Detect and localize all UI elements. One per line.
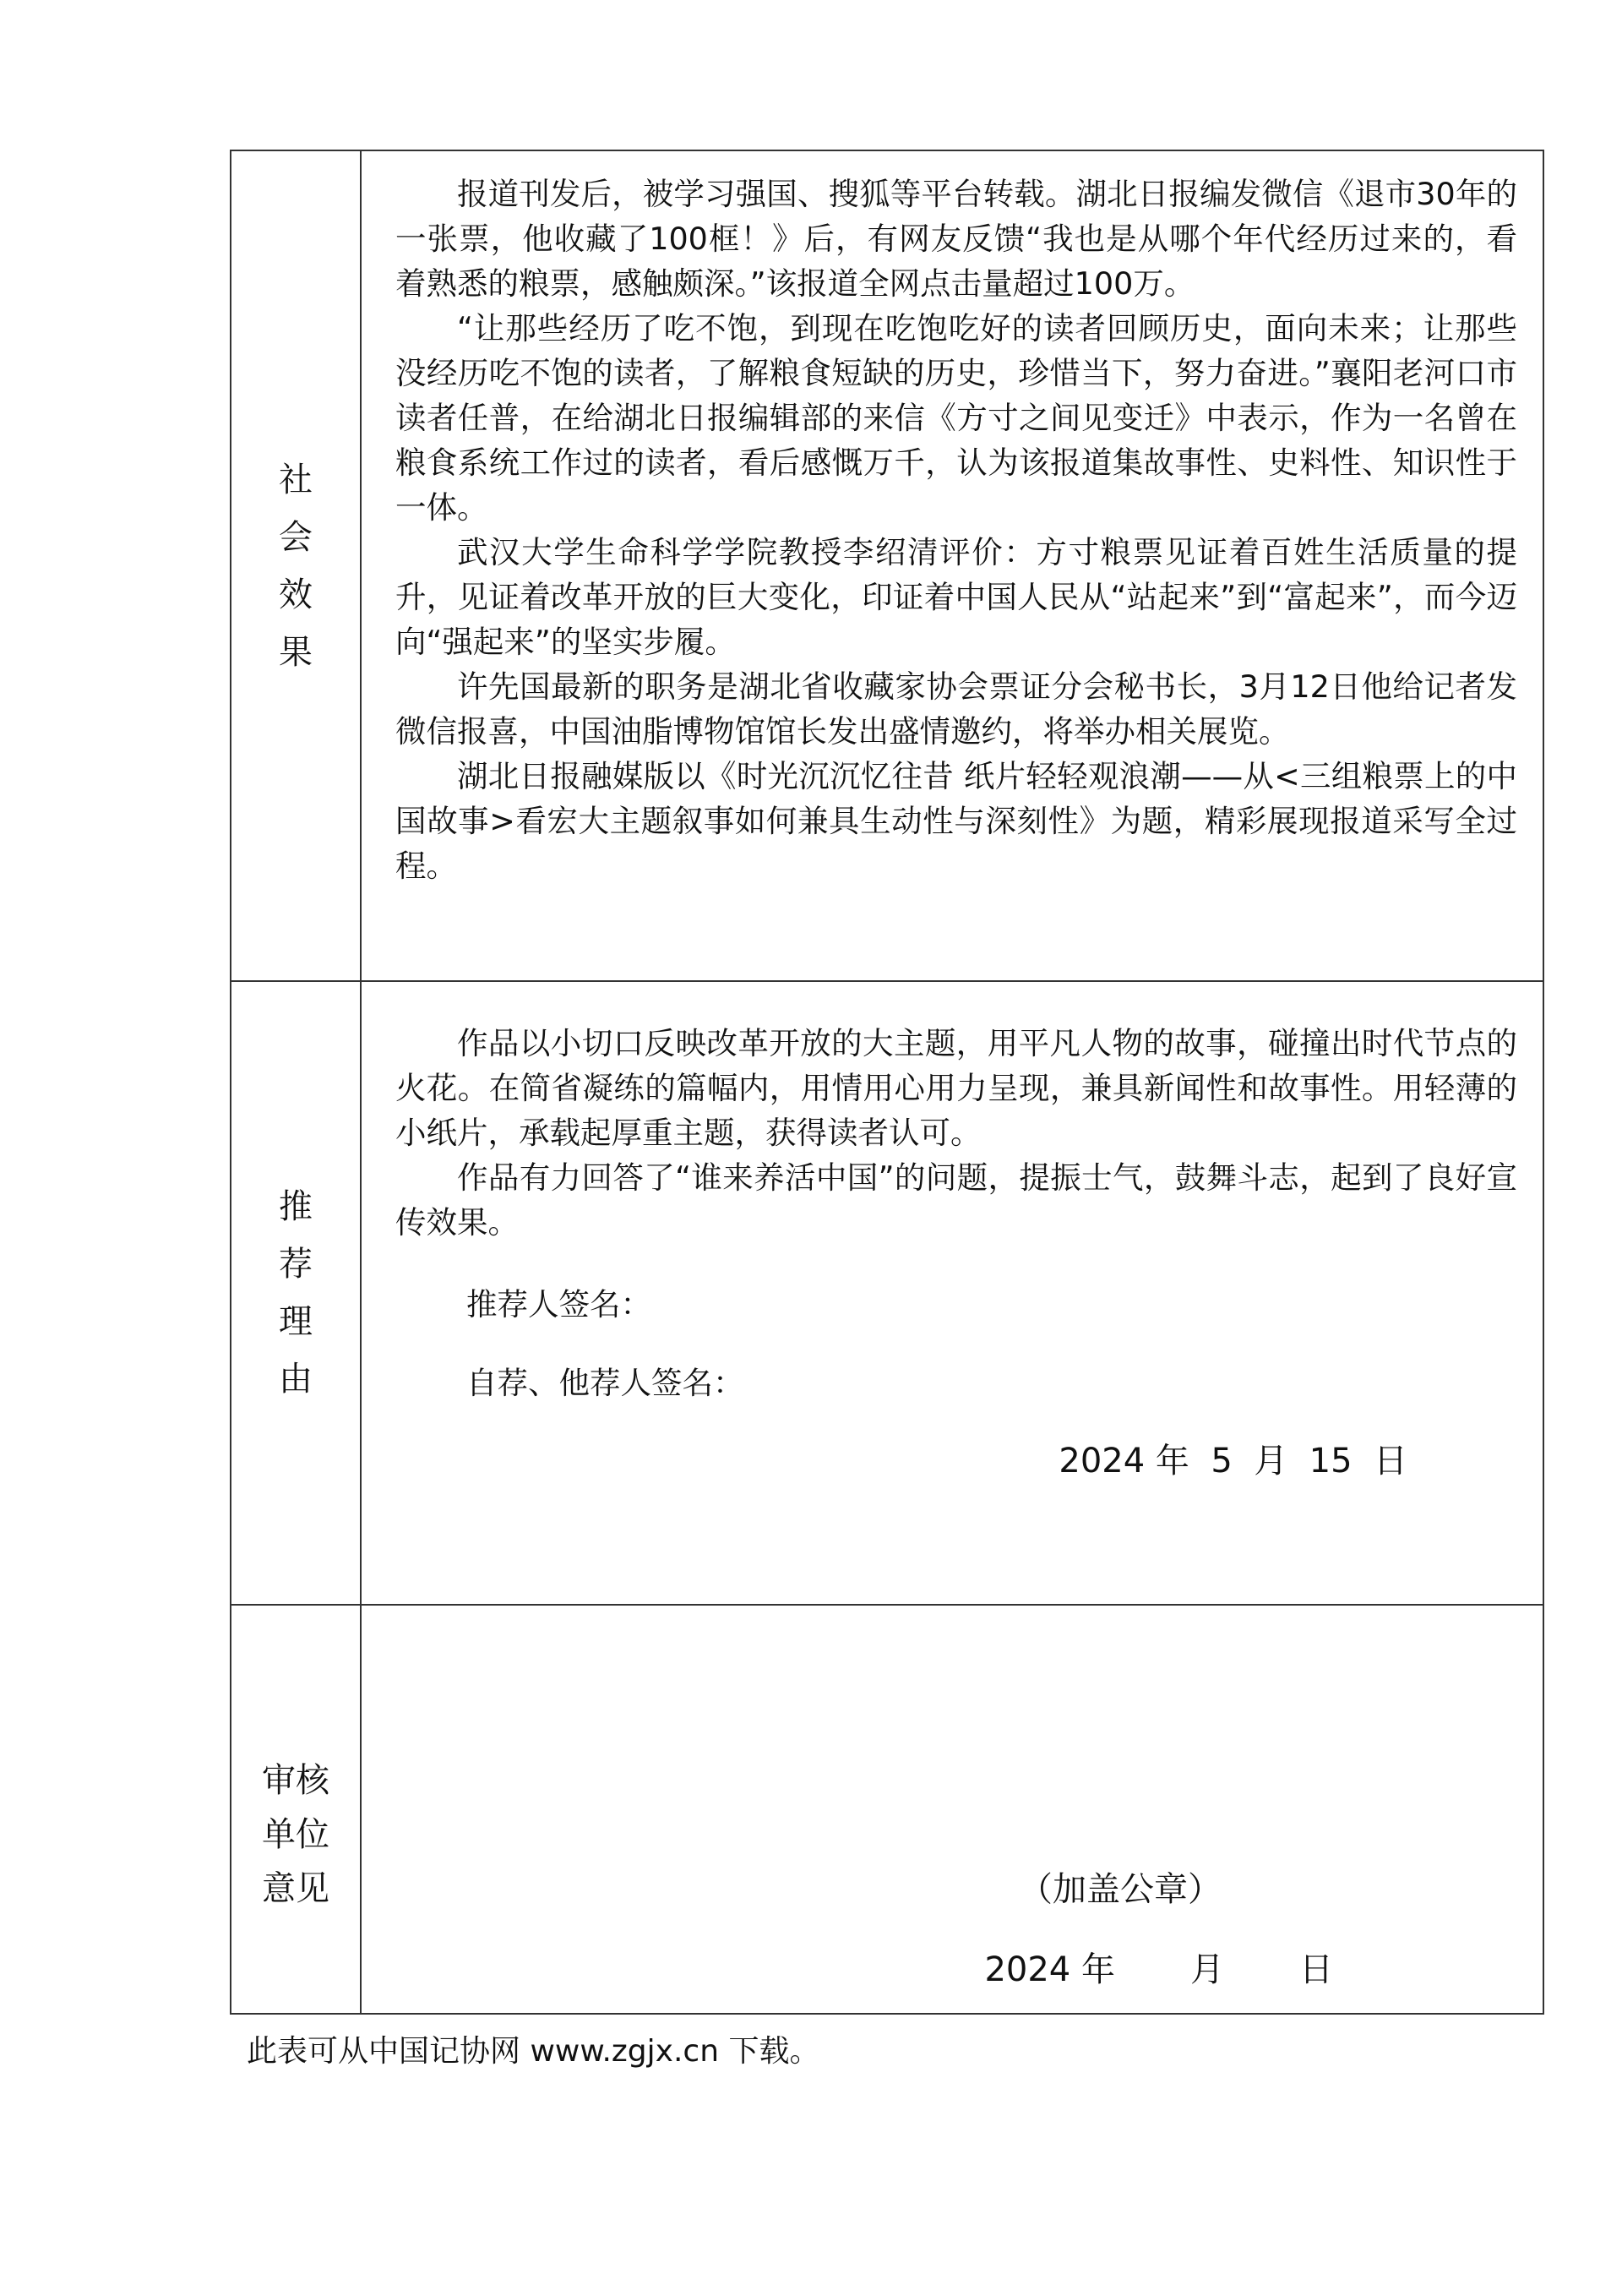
review-date-year-unit: 年	[1080, 1950, 1115, 1989]
self-recommender-signature-label: 自荐、他荐人签名：	[466, 1365, 744, 1401]
recommendation-date-year-unit: 年	[1155, 1442, 1189, 1481]
review-date-month-unit: 月	[1189, 1950, 1224, 1989]
social-effect-paragraph: 武汉大学生命科学学院教授李绍清评价：方寸粮票见证着百姓生活质量的提升，见证着改革开放的巨大变化，印证着中国人民从“站起来”到“富起来”，而今迈向“强起来”的坚实步履。	[395, 534, 1517, 660]
social-effect-row	[231, 150, 1543, 981]
social-effect-paragraph: 湖北日报融媒版以《时光沉沉忆往昔 纸片轻轻观浪潮——从<三组粮票上的中国故事>看宏大主题叙事如何兼具生动性与深刻性》为题，精彩展现报道采写全过程。	[395, 758, 1517, 884]
review-date-day-unit: 日	[1299, 1950, 1333, 1989]
recommendation-label-cell	[231, 981, 361, 1605]
social-effect-paragraph: “让那些经历了吃不饱，到现在吃饱吃好的读者回顾历史，面向未来；让那些没经历吃不饱的读者，了解粮食短缺的历史，珍惜当下，努力奋进。”襄阳老河口市读者任普，在给湖北日报编辑部的来信《方寸之间见变迁》中表示，作为一名曾在粮食系统工作过的读者，看后感慨万千，认为该报道集故事性、史料性、知识性于一体。	[395, 310, 1517, 526]
review-row	[231, 1605, 1543, 2014]
recommendation-date-month-unit: 月	[1254, 1442, 1288, 1481]
recommendation-date	[395, 1439, 1517, 1484]
recommendation-content	[361, 981, 1543, 1605]
footer-download-note: 此表可从中国记协网 www.zgjx.cn 下载。	[247, 2034, 820, 2069]
recommender-signature-label: 推荐人签名：	[466, 1286, 651, 1323]
social-effect-label-cell	[231, 150, 361, 981]
social-effect-content	[361, 150, 1543, 981]
social-effect-paragraph: 报道刊发后，被学习强国、搜狐等平台转载。湖北日报编发微信《退市30年的一张票，他收藏了100框！》后，有网友反馈“我也是从哪个年代经历过来的，看着熟悉的粮票，感触颇深。”该报道全网点击量超过100万。	[395, 176, 1517, 302]
review-date-year: 2024	[984, 1950, 1071, 1989]
social-effect-paragraph: 许先国最新的职务是湖北省收藏家协会票证分会秘书长，3月12日他给记者发微信报喜，中国油脂博物馆馆长发出盛情邀约，将举办相关展览。	[395, 668, 1517, 750]
recommendation-paragraph: 作品有力回答了“谁来养活中国”的问题，提振士气，鼓舞斗志，起到了良好宣传效果。	[395, 1159, 1517, 1241]
recommendation-date-day-unit: 日	[1374, 1442, 1407, 1481]
recommendation-date-month: 5	[1211, 1442, 1233, 1481]
social-effect-label: 社会效果	[279, 460, 313, 672]
recommendation-date-year: 2024	[1059, 1442, 1146, 1481]
form-table	[230, 150, 1544, 2015]
recommendation-label: 推荐理由	[279, 1187, 313, 1399]
review-date	[395, 1948, 1517, 1993]
recommendation-paragraph: 作品以小切口反映改革开放的大主题，用平凡人物的故事，碰撞出时代节点的火花。在简省凝练的篇幅内，用情用心用力呈现，兼具新闻性和故事性。用轻薄的小纸片，承载起厚重主题，获得读者认可。	[395, 1025, 1517, 1151]
recommendation-row	[231, 981, 1543, 1605]
recommendation-date-day: 15	[1309, 1442, 1353, 1481]
review-content	[361, 1605, 1543, 2014]
official-seal-placeholder: （加盖公章）	[1019, 1870, 1222, 1909]
review-label-cell	[231, 1605, 361, 2014]
review-label: 审核单位意见	[262, 1761, 329, 1908]
